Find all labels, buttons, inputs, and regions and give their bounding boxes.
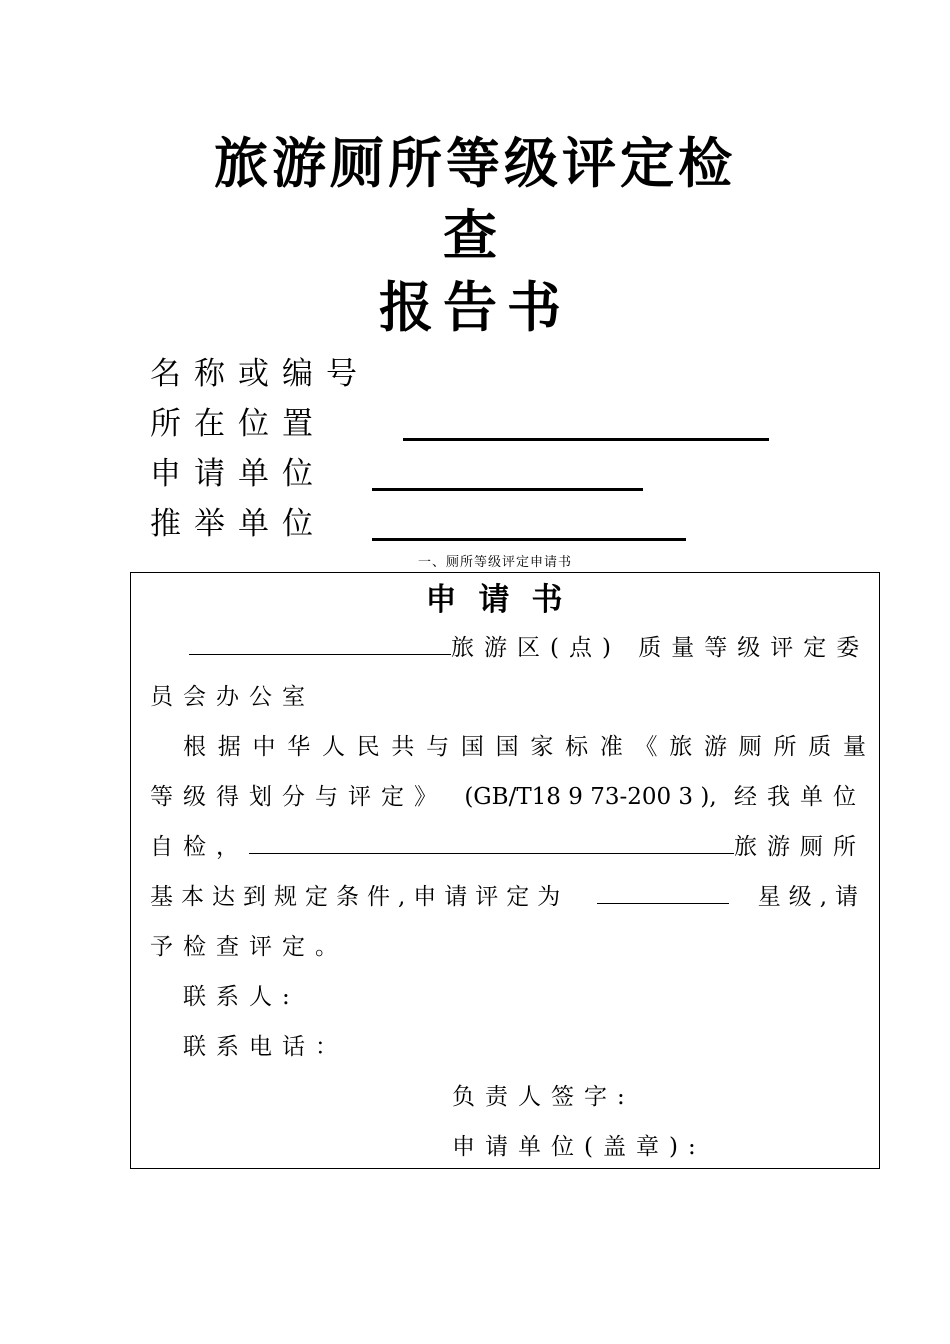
body-char: 据 <box>217 734 241 760</box>
addressee-continued: 员会办公室 <box>150 684 315 710</box>
field-label: 所在位置 <box>150 406 326 442</box>
body-line-1 <box>183 729 866 765</box>
body-text: 旅游厕所 <box>734 834 866 860</box>
applicant-unit-blank[interactable] <box>372 488 643 491</box>
body-char: 游 <box>704 734 728 760</box>
field-label: 申请单位 <box>150 456 326 492</box>
cover-fields <box>150 352 370 552</box>
body-char: 《 <box>634 734 658 760</box>
field-label: 推举单位 <box>150 506 326 542</box>
contact-person: 联系人: <box>183 984 300 1010</box>
body-char: 中 <box>252 734 276 760</box>
body-text: 星级,请 <box>757 884 866 910</box>
body-char: 准 <box>599 734 623 760</box>
body-line-3 <box>150 829 866 865</box>
body-line-2 <box>150 779 866 815</box>
contact-phone: 联系电话： <box>183 1034 348 1060</box>
signature-label: 负责人签字: <box>452 1084 635 1110</box>
field-recommending-unit <box>150 502 370 552</box>
field-location <box>150 402 370 452</box>
title-line-2: 查 <box>443 204 507 267</box>
field-label: 名称或编号 <box>150 356 370 392</box>
body-char: 厕 <box>738 734 762 760</box>
body-char: 国 <box>495 734 519 760</box>
body-char: 旅 <box>669 734 693 760</box>
body-text: 等级得划分与评定》 <box>150 784 447 810</box>
body-char: 华 <box>287 734 311 760</box>
application-heading: 申请书 <box>425 582 585 618</box>
body-char: 质 <box>808 734 832 760</box>
body-char: 民 <box>356 734 380 760</box>
district-blank[interactable] <box>189 630 451 655</box>
body-char: 所 <box>773 734 797 760</box>
title-line-1: 旅游厕所等级评定检 <box>214 132 736 195</box>
star-level-blank[interactable] <box>597 879 729 904</box>
body-char: 共 <box>391 734 415 760</box>
body-char: 标 <box>565 734 589 760</box>
body-text: 基本达到规定条件,申请评定为 <box>150 884 569 910</box>
addressee-text: 旅游区(点) 质量等级评定委 <box>451 635 870 661</box>
addressee-line <box>189 630 870 666</box>
body-line-5: 予检查评定。 <box>150 934 348 960</box>
section-caption: 一、厕所等级评定申请书 <box>417 555 572 570</box>
toilet-name-blank[interactable] <box>249 829 734 854</box>
report-title <box>0 128 950 344</box>
body-char: 家 <box>530 734 554 760</box>
body-char: 与 <box>426 734 450 760</box>
body-char: 人 <box>321 734 345 760</box>
standard-code: (GB/T18 9 73-200 3 ), <box>464 784 717 810</box>
body-text: 经我单位 <box>734 784 866 810</box>
body-char: 量 <box>842 734 866 760</box>
location-blank[interactable] <box>403 438 769 441</box>
body-char: 国 <box>460 734 484 760</box>
field-name-or-number <box>150 352 370 402</box>
title-line-3: 报告书 <box>379 276 571 339</box>
recommending-unit-blank[interactable] <box>372 538 686 541</box>
body-line-4 <box>150 879 866 915</box>
field-applicant-unit <box>150 452 370 502</box>
body-char: 根 <box>183 734 206 760</box>
application-form <box>130 572 880 1169</box>
body-text: 自检， <box>150 834 249 860</box>
unit-seal-label: 申请单位(盖章): <box>452 1134 706 1160</box>
